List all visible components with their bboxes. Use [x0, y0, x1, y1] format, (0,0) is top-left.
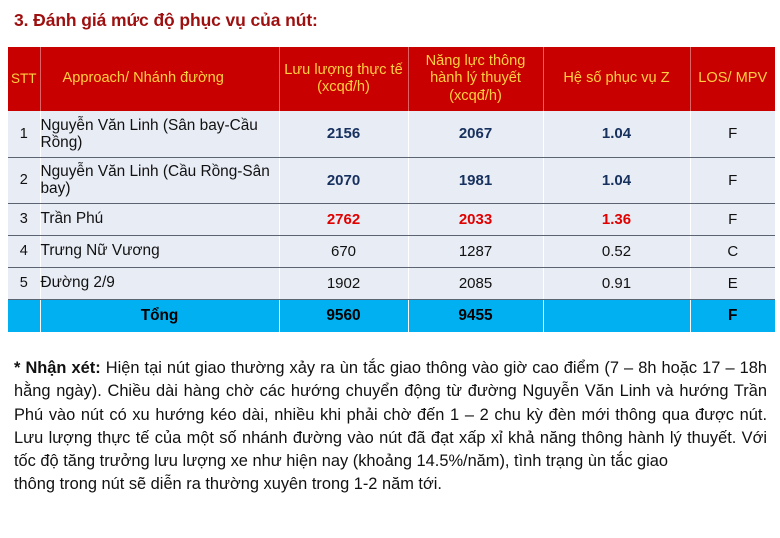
- total-cell-los: F: [690, 299, 775, 332]
- page-title: 3. Đánh giá mức độ phục vụ của nút:: [14, 10, 318, 30]
- header-row: [8, 47, 775, 111]
- table-row: [8, 267, 775, 299]
- table-row: [8, 157, 775, 203]
- total-cell-z: [543, 299, 690, 332]
- table-header: [8, 47, 775, 111]
- los-evaluation-table: [8, 47, 775, 332]
- column-header-approach: Approach/ Nhánh đường: [40, 47, 279, 111]
- cell-approach: Trưng Nữ Vương: [40, 235, 279, 267]
- column-header-los: LOS/ MPV: [690, 47, 775, 111]
- table-row: [8, 235, 775, 267]
- table-row: [8, 203, 775, 235]
- cell-approach: Nguyễn Văn Linh (Sân bay-Cầu Rồng): [40, 111, 279, 157]
- total-cell-stt: [8, 299, 40, 332]
- table-body: [8, 111, 775, 332]
- total-label: Tổng: [40, 299, 279, 332]
- cell-los: E: [690, 267, 775, 299]
- los-evaluation-table-wrapper: [8, 47, 775, 332]
- cell-los: C: [690, 235, 775, 267]
- cell-capacity: 1287: [408, 235, 543, 267]
- column-header-stt: STT: [8, 47, 40, 111]
- cell-flow: 670: [279, 235, 408, 267]
- total-cell-capacity: 9455: [408, 299, 543, 332]
- cell-flow: 2762: [279, 203, 408, 235]
- cell-capacity: 2085: [408, 267, 543, 299]
- column-header-z: Hệ số phục vụ Z: [543, 47, 690, 111]
- cell-los: F: [690, 111, 775, 157]
- total-cell-flow: 9560: [279, 299, 408, 332]
- table-row: [8, 111, 775, 157]
- note-tail: thông trong nút sẽ diễn ra thường xuyên trong 1-2 năm tới.: [14, 475, 442, 494]
- cell-capacity: 2033: [408, 203, 543, 235]
- cell-stt: 1: [8, 111, 40, 157]
- note-paragraph: [14, 357, 767, 497]
- cell-los: F: [690, 203, 775, 235]
- cell-z: 1.04: [543, 111, 690, 157]
- cell-capacity: 2067: [408, 111, 543, 157]
- cell-flow: 1902: [279, 267, 408, 299]
- note-body: Hiện tại nút giao thường xảy ra ùn tắc giao thông vào giờ cao điểm (7 – 8h hoặc 17 – 18h hằng ngày). Chiều dài hàng chờ các hướng chuyển động từ đường Nguyễn Văn Linh và hướng Trần Phú vào nút có xu hướng kéo dài, nhiều khi phải chờ đến 1 – 2 chu kỳ đèn mới thông qua được nút. Lưu lượng thực tế của một số nhánh đường vào nút đã đạt xấp xỉ khả năng thông hành lý thuyết. Với tốc độ tăng trưởng lưu lượng xe như hiện nay (khoảng 14.5%/năm), tình trạng ùn tắc giao: [14, 359, 767, 471]
- cell-z: 1.36: [543, 203, 690, 235]
- cell-z: 1.04: [543, 157, 690, 203]
- column-header-capacity: Năng lực thông hành lý thuyết (xcqđ/h): [408, 47, 543, 111]
- note-label: * Nhận xét:: [14, 359, 101, 377]
- cell-z: 0.52: [543, 235, 690, 267]
- cell-z: 0.91: [543, 267, 690, 299]
- cell-approach: Đường 2/9: [40, 267, 279, 299]
- cell-flow: 2156: [279, 111, 408, 157]
- column-header-flow: Lưu lượng thực tế (xcqđ/h): [279, 47, 408, 111]
- cell-approach: Nguyễn Văn Linh (Cầu Rồng-Sân bay): [40, 157, 279, 203]
- cell-los: F: [690, 157, 775, 203]
- table-total-row: [8, 299, 775, 332]
- cell-stt: 3: [8, 203, 40, 235]
- cell-flow: 2070: [279, 157, 408, 203]
- cell-stt: 5: [8, 267, 40, 299]
- cell-approach: Trần Phú: [40, 203, 279, 235]
- cell-stt: 4: [8, 235, 40, 267]
- cell-stt: 2: [8, 157, 40, 203]
- cell-capacity: 1981: [408, 157, 543, 203]
